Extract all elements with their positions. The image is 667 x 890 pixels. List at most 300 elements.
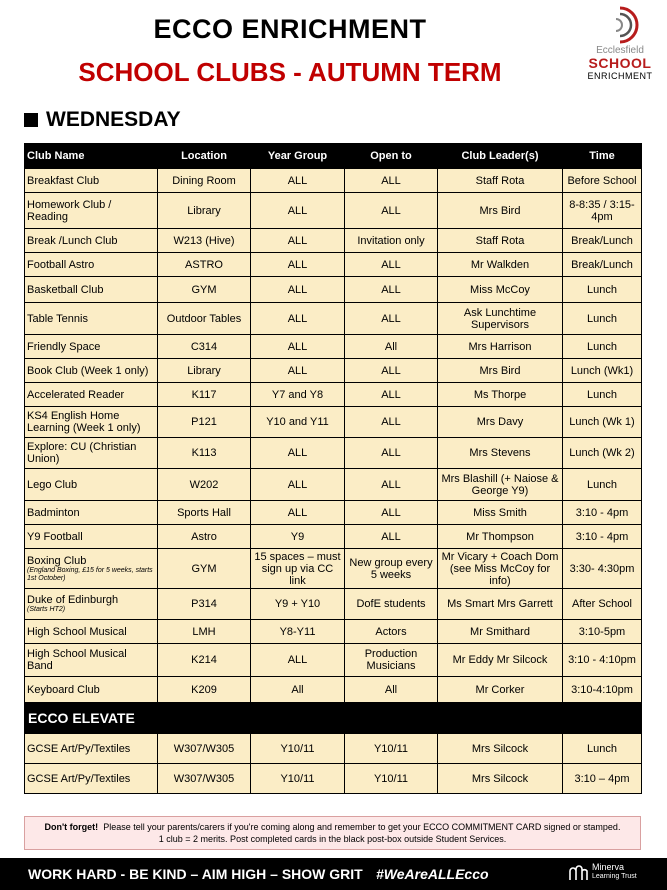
year-group-cell: [251, 549, 345, 589]
day-heading-label: WEDNESDAY: [46, 108, 181, 131]
year-group-text: Y8-Y11: [279, 625, 316, 638]
time-text: 3:10 – 4pm: [574, 772, 630, 785]
club-leader-cell: [438, 469, 563, 501]
club-name-text: Duke of Edinburgh: [27, 594, 119, 606]
open-to-text: ALL: [381, 416, 401, 428]
time-cell: [563, 253, 642, 277]
club-leader-cell: [438, 549, 563, 589]
location-cell: [158, 335, 251, 359]
open-to-cell: [345, 359, 438, 383]
open-to-text: Y10/11: [373, 772, 409, 785]
club-leader-text: Mrs Davy: [476, 416, 524, 428]
location-cell: [158, 549, 251, 589]
time-cell: [563, 169, 642, 193]
open-to-cell: [345, 469, 438, 501]
club-name-cell: [25, 764, 158, 794]
club-name-text: High School Musical Band: [27, 648, 127, 672]
club-name-text: Homework Club / Reading: [27, 198, 112, 223]
location-cell: [158, 169, 251, 193]
open-to-text: Actors: [375, 625, 407, 638]
time-text: Lunch: [587, 312, 617, 325]
location-cell: [158, 734, 251, 764]
open-to-cell: [345, 335, 438, 359]
location-text: Outdoor Tables: [166, 312, 242, 325]
table-row: [25, 383, 642, 407]
table-row: [25, 335, 642, 359]
table-header-row: [25, 144, 642, 169]
logo-line2: SCHOOL: [588, 55, 652, 71]
club-name-cell: [25, 438, 158, 469]
club-name-cell: [25, 469, 158, 501]
location-text: K113: [191, 447, 217, 459]
year-group-cell: [251, 469, 345, 501]
year-group-text: ALL: [287, 283, 308, 296]
time-text: Break/Lunch: [571, 234, 633, 247]
time-cell: [563, 589, 642, 620]
logo-arcs-icon: [600, 4, 640, 46]
day-heading: [24, 108, 181, 132]
club-leader-text: Miss McCoy: [470, 283, 530, 296]
club-leader-text: Staff Rota: [475, 174, 525, 187]
club-leader-cell: [438, 303, 563, 335]
open-to-text: All: [384, 683, 398, 696]
club-name-text: Y9 Football: [27, 530, 83, 543]
location-cell: [158, 501, 251, 525]
open-to-text: ALL: [381, 204, 401, 217]
logo-line1: Ecclesfield: [596, 45, 644, 56]
club-name-cell: [25, 383, 158, 407]
club-leader-text: Mrs Bird: [479, 204, 521, 217]
time-cell: [563, 407, 642, 438]
section-row: [25, 703, 642, 734]
time-cell: [563, 438, 642, 469]
year-group-text: ALL: [287, 447, 308, 459]
club-name-text: Break /Lunch Club: [27, 234, 118, 247]
year-group-text: ALL: [287, 174, 308, 187]
year-group-cell: [251, 277, 345, 303]
club-leader-text: Staff Rota: [475, 234, 525, 247]
trust-line2: Learning Trust: [592, 873, 637, 880]
club-leader-cell: [438, 383, 563, 407]
school-logo: [577, 4, 663, 96]
open-to-cell: [345, 620, 438, 644]
club-name-text: Explore: CU (Christian Union): [27, 441, 137, 465]
location-text: K214: [191, 654, 217, 666]
open-to-text: ALL: [381, 447, 401, 459]
location-text: Astro: [191, 530, 217, 543]
club-name-text: GCSE Art/Py/Textiles: [27, 772, 131, 785]
club-leader-cell: [438, 620, 563, 644]
club-name-cell: [25, 253, 158, 277]
time-text: Break/Lunch: [571, 258, 633, 271]
footer-hashtag: #WeAreALLEcco: [376, 866, 489, 882]
club-note-text: (Starts HT2): [27, 606, 66, 613]
table-row: [25, 229, 642, 253]
time-text: 3:10 - 4pm: [575, 506, 629, 519]
club-name-text: Friendly Space: [27, 340, 101, 353]
time-cell: [563, 193, 642, 229]
table-row: [25, 438, 642, 469]
club-name-text: Keyboard Club: [27, 683, 100, 696]
col-header-club-leader: Club Leader(s): [438, 144, 563, 169]
time-text: 3:10 - 4:10pm: [568, 654, 636, 666]
open-to-text: Y10/11: [373, 742, 409, 755]
location-cell: [158, 620, 251, 644]
open-to-text: DofE students: [356, 598, 426, 610]
club-name-text: Badminton: [27, 506, 80, 519]
time-text: Lunch (Wk 2): [569, 447, 635, 459]
footer-motto: WORK HARD - BE KIND – AIM HIGH – SHOW GRIT: [28, 866, 363, 882]
location-cell: [158, 303, 251, 335]
club-leader-text: Ask Lunchtime Supervisors: [463, 306, 537, 331]
table-row: [25, 589, 642, 620]
table-row: [25, 359, 642, 383]
open-to-cell: [345, 734, 438, 764]
year-group-text: ALL: [287, 312, 308, 325]
location-text: P314: [191, 598, 217, 610]
time-cell: [563, 644, 642, 677]
club-leader-text: Mrs Bird: [479, 364, 521, 377]
club-leader-text: Mrs Silcock: [471, 742, 529, 755]
time-text: 3:10-5pm: [578, 625, 626, 638]
club-name-cell: [25, 549, 158, 589]
year-group-cell: [251, 335, 345, 359]
open-to-text: ALL: [381, 506, 401, 519]
table-row: [25, 677, 642, 703]
table-row: [25, 501, 642, 525]
year-group-cell: [251, 589, 345, 620]
time-cell: [563, 335, 642, 359]
location-text: W307/W305: [173, 772, 235, 785]
year-group-text: ALL: [287, 204, 308, 217]
page-title: ECCO ENRICHMENT: [153, 14, 427, 44]
location-cell: [158, 229, 251, 253]
open-to-cell: [345, 549, 438, 589]
club-leader-cell: [438, 407, 563, 438]
club-name-cell: [25, 620, 158, 644]
open-to-cell: [345, 169, 438, 193]
club-leader-text: Mr Corker: [475, 683, 525, 696]
time-cell: [563, 383, 642, 407]
reminder-note: [24, 816, 641, 850]
club-name-cell: [25, 229, 158, 253]
table-row: [25, 620, 642, 644]
open-to-cell: [345, 253, 438, 277]
open-to-text: ALL: [381, 283, 401, 296]
table-row: [25, 549, 642, 589]
club-leader-text: Mrs Stevens: [469, 447, 531, 459]
location-text: W202: [189, 478, 219, 491]
club-leader-text: Ms Thorpe: [473, 388, 527, 401]
club-leader-text: Mrs Silcock: [471, 772, 529, 785]
club-name-text: High School Musical: [27, 625, 127, 638]
club-leader-text: Mr Walkden: [470, 258, 530, 271]
location-cell: [158, 407, 251, 438]
open-to-text: Production Musicians: [364, 648, 418, 672]
year-group-text: Y10 and Y11: [266, 416, 329, 428]
club-name-text: GCSE Art/Py/Textiles: [27, 742, 131, 755]
open-to-cell: [345, 277, 438, 303]
club-leader-cell: [438, 253, 563, 277]
location-cell: [158, 193, 251, 229]
location-text: P121: [191, 416, 217, 428]
club-name-text: Basketball Club: [27, 283, 104, 296]
table-row: [25, 169, 642, 193]
club-name-cell: [25, 335, 158, 359]
year-group-text: Y9 + Y10: [274, 598, 321, 610]
table-row: [25, 525, 642, 549]
year-group-cell: [251, 407, 345, 438]
time-cell: [563, 359, 642, 383]
open-to-text: ALL: [381, 530, 401, 543]
club-name-text: KS4 English Home Learning (Week 1 only): [27, 410, 141, 434]
club-name-cell: [25, 169, 158, 193]
club-leader-cell: [438, 501, 563, 525]
club-name-text: Book Club (Week 1 only): [27, 364, 149, 377]
table-row: [25, 193, 642, 229]
year-group-text: All: [291, 683, 304, 696]
col-header-open-to: Open to: [345, 144, 438, 169]
time-text: Before School: [567, 174, 637, 187]
club-name-text: Accelerated Reader: [27, 388, 125, 401]
club-name-cell: [25, 589, 158, 620]
logo-line3: ENRICHMENT: [587, 71, 653, 81]
club-name-text: Lego Club: [27, 478, 78, 491]
club-leader-text: Ms Smart Mrs Garrett: [447, 598, 553, 610]
year-group-cell: [251, 734, 345, 764]
note-bold: Don't forget!: [44, 822, 99, 832]
year-group-text: ALL: [287, 506, 308, 519]
year-group-text: Y10/11: [280, 742, 315, 755]
year-group-cell: [251, 764, 345, 794]
year-group-cell: [251, 193, 345, 229]
year-group-cell: [251, 303, 345, 335]
time-text: After School: [572, 598, 632, 610]
open-to-cell: [345, 764, 438, 794]
club-name-text: Boxing Club: [27, 554, 87, 567]
clubs-table: [24, 143, 642, 794]
club-leader-text: Mr Eddy Mr Silcock: [452, 654, 548, 666]
club-name-text: Table Tennis: [27, 312, 88, 325]
year-group-cell: [251, 501, 345, 525]
club-name-cell: [25, 359, 158, 383]
club-leader-cell: [438, 169, 563, 193]
col-header-location: Location: [158, 144, 251, 169]
club-leader-cell: [438, 677, 563, 703]
year-group-text: ALL: [287, 340, 308, 353]
col-header-club-name: Club Name: [25, 144, 158, 169]
club-leader-text: Mr Smithard: [470, 625, 530, 638]
club-name-cell: [25, 525, 158, 549]
club-note-text: (England Boxing, £15 for 5 weeks, starts 1st October): [27, 566, 153, 582]
year-group-cell: [251, 383, 345, 407]
club-name-text: Breakfast Club: [27, 174, 100, 187]
time-text: Lunch: [587, 340, 617, 353]
location-cell: [158, 277, 251, 303]
year-group-text: Y9: [290, 530, 305, 543]
location-cell: [158, 525, 251, 549]
club-leader-cell: [438, 438, 563, 469]
open-to-text: ALL: [381, 258, 401, 271]
trust-arches-icon: [568, 863, 588, 881]
location-text: ASTRO: [185, 258, 223, 271]
time-text: 3:30- 4:30pm: [569, 562, 635, 575]
open-to-cell: [345, 438, 438, 469]
location-text: W213 (Hive): [173, 234, 235, 247]
page-subtitle: SCHOOL CLUBS - AUTUMN TERM: [78, 57, 502, 87]
club-name-cell: [25, 677, 158, 703]
year-group-text: Y7 and Y8: [271, 388, 324, 401]
open-to-text: ALL: [381, 388, 401, 401]
open-to-text: ALL: [381, 364, 401, 377]
open-to-cell: [345, 525, 438, 549]
time-cell: [563, 549, 642, 589]
open-to-text: Invitation only: [357, 234, 425, 247]
club-name-cell: [25, 644, 158, 677]
club-leader-cell: [438, 589, 563, 620]
time-cell: [563, 303, 642, 335]
time-cell: [563, 525, 642, 549]
note-text: Please tell your parents/carers if you're coming along and remember to get your ECCO COMMITMENT CARD signed or stamped.: [103, 822, 621, 832]
year-group-cell: [251, 438, 345, 469]
time-cell: [563, 277, 642, 303]
location-text: Dining Room: [172, 174, 236, 187]
location-text: Library: [187, 364, 221, 377]
time-cell: [563, 764, 642, 794]
col-header-time: Time: [563, 144, 642, 169]
location-text: K117: [191, 388, 217, 401]
club-leader-cell: [438, 644, 563, 677]
open-to-cell: [345, 383, 438, 407]
location-cell: [158, 253, 251, 277]
year-group-cell: [251, 253, 345, 277]
open-to-text: ALL: [381, 174, 401, 187]
time-text: Lunch: [587, 283, 617, 296]
club-leader-cell: [438, 229, 563, 253]
club-leader-cell: [438, 335, 563, 359]
year-group-text: ALL: [287, 364, 308, 377]
location-text: W307/W305: [173, 742, 235, 755]
location-text: K209: [191, 683, 217, 696]
year-group-text: ALL: [287, 258, 308, 271]
time-cell: [563, 501, 642, 525]
open-to-cell: [345, 407, 438, 438]
location-cell: [158, 589, 251, 620]
club-leader-cell: [438, 359, 563, 383]
time-text: Lunch: [587, 388, 617, 401]
club-name-cell: [25, 734, 158, 764]
section-title: ECCO ELEVATE: [25, 703, 642, 734]
location-text: LMH: [192, 625, 216, 638]
club-leader-cell: [438, 277, 563, 303]
trust-logo: [568, 863, 637, 881]
club-leader-cell: [438, 193, 563, 229]
open-to-cell: [345, 644, 438, 677]
table-row: [25, 764, 642, 794]
open-to-cell: [345, 677, 438, 703]
year-group-text: ALL: [287, 478, 308, 491]
club-leader-text: Mrs Blashill (+ Naiose & George Y9): [441, 472, 559, 497]
club-leader-text: Mr Thompson: [466, 530, 534, 543]
time-cell: [563, 229, 642, 253]
year-group-cell: [251, 525, 345, 549]
club-leader-cell: [438, 764, 563, 794]
open-to-cell: [345, 229, 438, 253]
time-cell: [563, 734, 642, 764]
open-to-cell: [345, 501, 438, 525]
open-to-cell: [345, 193, 438, 229]
club-name-cell: [25, 501, 158, 525]
year-group-cell: [251, 359, 345, 383]
time-text: 3:10 - 4pm: [575, 530, 629, 543]
time-text: Lunch (Wk1): [570, 364, 634, 377]
time-cell: [563, 469, 642, 501]
time-cell: [563, 677, 642, 703]
square-bullet-icon: [24, 113, 38, 127]
location-text: Sports Hall: [177, 506, 231, 519]
club-leader-cell: [438, 525, 563, 549]
location-cell: [158, 359, 251, 383]
time-text: 8-8:35 / 3:15-4pm: [569, 198, 635, 223]
club-name-cell: [25, 303, 158, 335]
footer-bar: [0, 858, 667, 890]
year-group-text: ALL: [287, 234, 308, 247]
time-text: Lunch: [587, 742, 617, 755]
club-name-cell: [25, 407, 158, 438]
location-cell: [158, 469, 251, 501]
club-name-text: Football Astro: [27, 258, 95, 271]
year-group-text: ALL: [287, 654, 308, 666]
open-to-text: ALL: [381, 312, 401, 325]
trust-line1: Minerva: [592, 862, 625, 872]
time-cell: [563, 620, 642, 644]
year-group-cell: [251, 229, 345, 253]
club-leader-text: Miss Smith: [473, 506, 527, 519]
open-to-cell: [345, 589, 438, 620]
note-line2: 1 club = 2 merits. Post completed cards in the black post-box outside Student Services.: [158, 834, 507, 844]
club-leader-text: Mrs Harrison: [468, 340, 532, 353]
club-name-cell: [25, 193, 158, 229]
year-group-cell: [251, 169, 345, 193]
location-cell: [158, 644, 251, 677]
club-name-cell: [25, 277, 158, 303]
table-row: [25, 644, 642, 677]
table-row: [25, 303, 642, 335]
time-text: 3:10-4:10pm: [571, 683, 633, 696]
location-cell: [158, 383, 251, 407]
club-leader-text: Mr Vicary + Coach Dom (see Miss McCoy for info): [441, 550, 559, 587]
club-leader-cell: [438, 734, 563, 764]
table-row: [25, 407, 642, 438]
year-group-text: Y10/11: [280, 772, 315, 785]
open-to-text: New group every 5 weeks: [349, 556, 433, 581]
year-group-cell: [251, 677, 345, 703]
location-text: Library: [187, 204, 221, 217]
year-group-cell: [251, 620, 345, 644]
location-text: C314: [190, 340, 218, 353]
table-row: [25, 277, 642, 303]
location-cell: [158, 677, 251, 703]
year-group-text: 15 spaces – must sign up via CC link: [254, 550, 341, 587]
location-cell: [158, 438, 251, 469]
time-text: Lunch: [587, 478, 617, 491]
time-text: Lunch (Wk 1): [569, 416, 635, 428]
col-header-year-group: Year Group: [251, 144, 345, 169]
table-row: [25, 469, 642, 501]
open-to-cell: [345, 303, 438, 335]
open-to-text: All: [384, 340, 398, 353]
location-text: GYM: [191, 283, 217, 296]
